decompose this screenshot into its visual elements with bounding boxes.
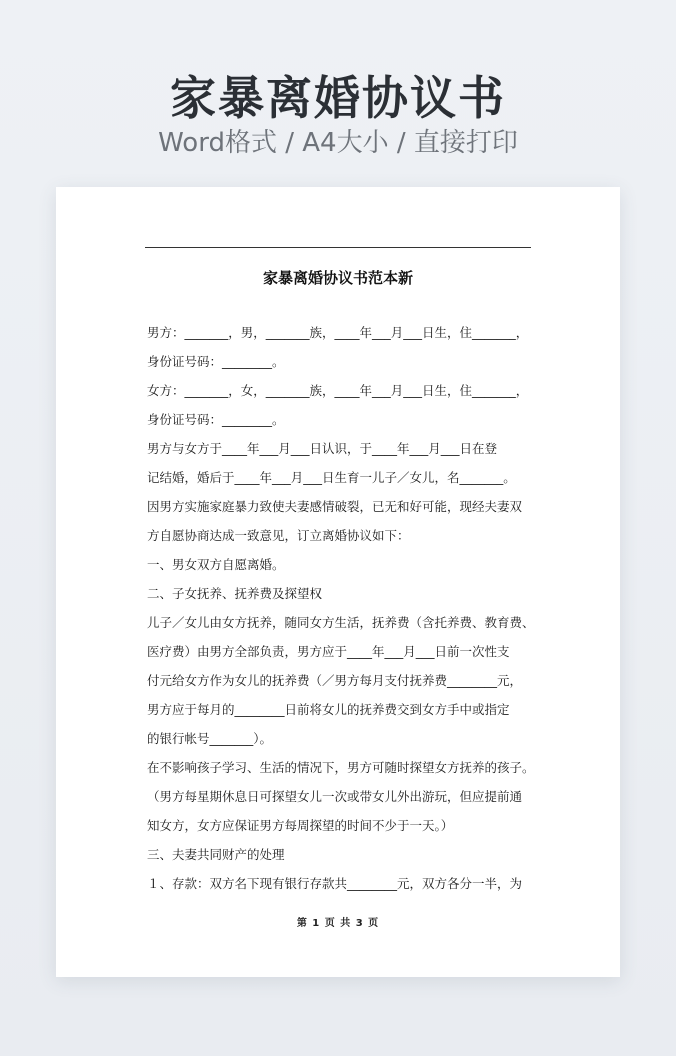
text-line: 男方应于每月的________日前将女儿的抚养费交到女方手中或指定 — [147, 702, 510, 717]
section-heading: 二、子女抚养、抚养费及探望权 — [147, 586, 323, 601]
text-line: 记结婚，婚后于____年___月___日生育一儿子／女儿，名_______。 — [147, 470, 516, 485]
section-heading: 三、夫妻共同财产的处理 — [147, 847, 285, 862]
text-line: 的银行帐号_______）。 — [147, 731, 273, 746]
text-line: （男方每星期休息日可探望女儿一次或带女儿外出游玩，但应提前通 — [147, 789, 523, 804]
text-line: 知女方，女方应保证男方每周探望的时间不少于一天。） — [147, 818, 454, 833]
text-line: １、存款：双方名下现有银行存款共________元，双方各分一半，为 — [147, 876, 523, 891]
text-line: 方自愿协商达成一致意见，订立离婚协议如下： — [147, 528, 410, 543]
text-line: 男方：_______，男，_______族，____年___月___日生，住_______， — [147, 325, 529, 340]
text-line: 女方：_______，女，_______族，____年___月___日生，住_______， — [147, 383, 529, 398]
text-line: 身份证号码：________。 — [147, 354, 285, 369]
text-line: 儿子／女儿由女方抚养，随同女方生活，抚养费（含托养费、教育费、 — [147, 615, 535, 630]
section-heading: 一、男女双方自愿离婚。 — [147, 557, 285, 572]
document-body — [147, 318, 547, 898]
text-line: 医疗费）由男方全部负责，男方应于____年___月___日前一次性支 — [147, 644, 510, 659]
header-rule — [145, 247, 531, 248]
document-page — [56, 187, 620, 977]
text-line: 在不影响孩子学习、生活的情况下，男方可随时探望女方抚养的孩子。 — [147, 760, 535, 775]
banner-title: 家暴离婚协议书 — [170, 71, 506, 125]
text-line: 身份证号码：________。 — [147, 412, 285, 427]
text-line: 男方与女方于____年___月___日认识，于____年___月___日在登 — [147, 441, 498, 456]
page-footer: 第 1 页 共 3 页 — [296, 918, 380, 929]
banner-subtitle: Word格式 / A4大小 / 直接打印 — [158, 128, 518, 158]
text-line: 付元给女方作为女儿的抚养费（／男方每月支付抚养费________元， — [147, 673, 523, 688]
text-line: 因男方实施家庭暴力致使夫妻感情破裂，已无和好可能，现经夫妻双 — [147, 499, 523, 514]
document-title: 家暴离婚协议书范本新 — [262, 269, 413, 287]
